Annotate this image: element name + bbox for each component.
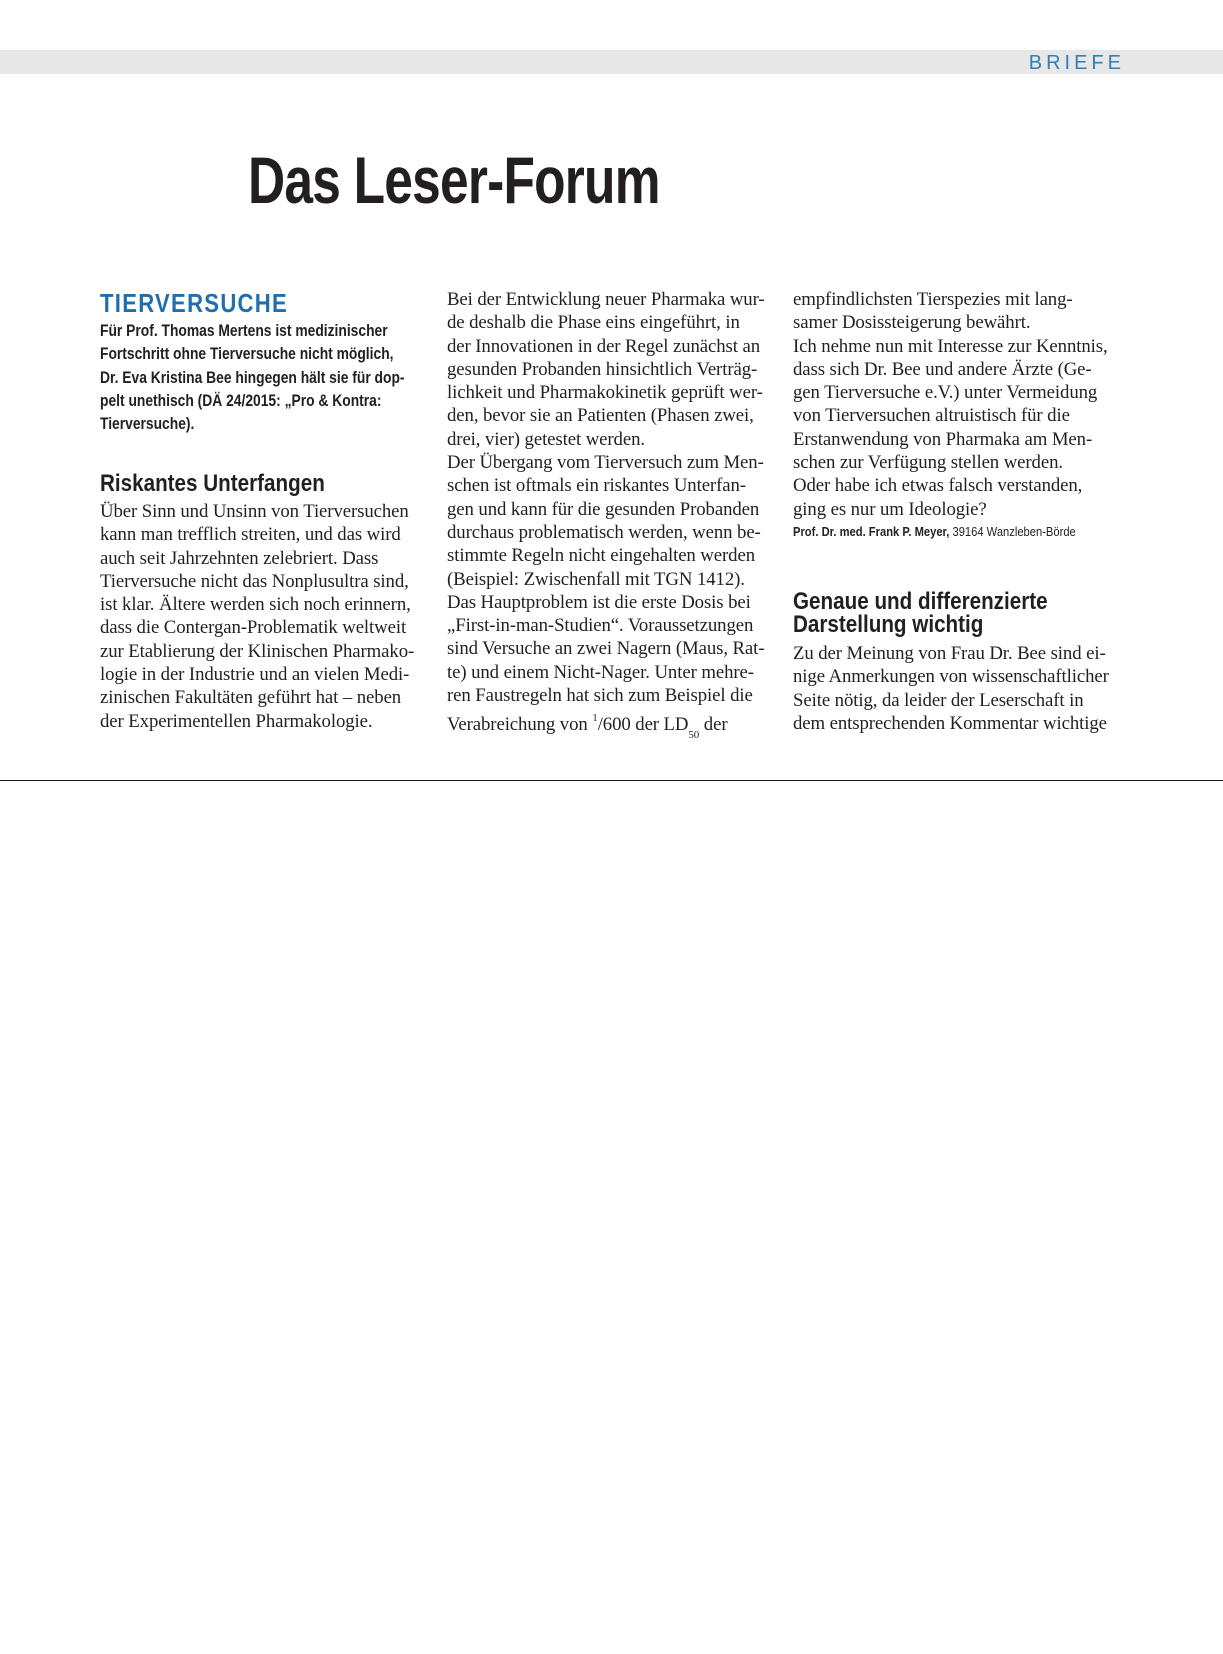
signature-name: Prof. Dr. med. Frank P. Meyer,	[793, 523, 950, 539]
body-line: samer Dosissteigerung bewährt.	[793, 312, 1031, 334]
body-line: sind Versuche an zwei Nagern (Maus, Rat-	[447, 638, 765, 660]
body-line: ren Faustregeln hat sich zum Beispiel die	[447, 685, 753, 707]
letter-title-line: Genaue und differenzierte	[793, 588, 1048, 615]
body-line: drei, vier) getestet werden.	[447, 428, 645, 450]
body-line: Zu der Meinung von Frau Dr. Bee sind ei-	[793, 643, 1106, 664]
letter-title-line: Darstellung wichtig	[793, 611, 984, 638]
body-line: Das Hauptproblem ist die erste Dosis bei	[447, 591, 751, 613]
body-line: durchaus problematisch werden, wenn be-	[447, 521, 761, 543]
body-line: auch seit Jahrzehnten zelebriert. Dass	[100, 547, 379, 569]
column-1	[100, 288, 425, 732]
body-line: Seite nötig, da leider der Leserschaft in	[793, 689, 1084, 711]
body-line: Der Übergang vom Tierversuch zum Men-	[447, 452, 764, 474]
body-line: (Beispiel: Zwischenfall mit TGN 1412).	[447, 568, 745, 590]
body-line: zinischen Fakultäten geführt hat – neben	[100, 687, 402, 709]
letter-body	[793, 288, 1123, 521]
body-line: gen und kann für die gesunden Probanden	[447, 498, 760, 520]
body-line: empfindlichsten Tierspezies mit lang-	[793, 289, 1073, 310]
body-line: te) und einem Nicht-Nager. Unter mehre-	[447, 661, 754, 683]
body-line: ging es nur um Ideologie?	[793, 498, 987, 520]
body-line: ist klar. Ältere werden sich noch erinnern,	[100, 594, 411, 616]
teaser-line: Für Prof. Thomas Mertens ist medizinischer	[100, 322, 388, 340]
body-line: logie in der Industrie und an vielen Medi-	[100, 664, 410, 686]
body-line: Ich nehme nun mit Interesse zur Kenntnis,	[793, 335, 1108, 357]
signature-place: 39164 Wanzleben-Börde	[949, 523, 1076, 539]
body-line: Bei der Entwicklung neuer Pharmaka wur-	[447, 289, 765, 310]
teaser-line: Tierversuche).	[100, 415, 195, 434]
dosage-text-middle: /600 der LD	[597, 714, 689, 736]
bottom-rule	[0, 780, 1223, 781]
letter-body	[100, 500, 414, 733]
section-label: BRIEFE	[1028, 52, 1125, 74]
body-line: Oder habe ich etwas falsch verstanden,	[793, 475, 1083, 497]
topic-teaser	[100, 320, 425, 436]
body-line: schen zur Verfügung stellen werden.	[793, 452, 1063, 474]
body-line: schen ist oftmals ein riskantes Unterfan-	[447, 475, 746, 497]
letter-signature	[793, 521, 1077, 543]
letter-title	[793, 590, 1094, 636]
body-line: der Experimentellen Pharmakologie.	[100, 710, 373, 732]
body-line: dem entsprechenden Kommentar wichtige	[793, 712, 1107, 734]
body-line: „First-in-man-Studien“. Voraussetzungen	[447, 615, 754, 637]
body-line: gesunden Probanden hinsichtlich Verträg-	[447, 358, 758, 380]
letter-title: Riskantes Unterfangen	[100, 470, 325, 497]
body-line: Tierversuche nicht das Nonplusultra sind,	[100, 570, 409, 592]
body-line: lichkeit und Pharmakokinetik geprüft wer-	[447, 382, 763, 404]
body-line: dass sich Dr. Bee und andere Ärzte (Ge-	[793, 358, 1092, 380]
dosage-text-after: der	[699, 714, 728, 736]
teaser-line: pelt unethisch (DÄ 24/2015: „Pro & Kontra:	[100, 391, 382, 410]
letter-body	[447, 288, 777, 748]
column-3	[793, 288, 1123, 734]
body-line: kann man trefflich streiten, und das wird	[100, 524, 401, 546]
column-2	[447, 288, 777, 748]
body-line: Über Sinn und Unsinn von Tierversuchen	[100, 501, 409, 522]
body-line: de deshalb die Phase eins eingeführt, in	[447, 312, 740, 334]
page-title: Das Leser-Forum	[248, 143, 660, 217]
dosage-text-before: Verabreichung von	[447, 714, 593, 736]
body-line: dass die Contergan-Problematik weltweit	[100, 617, 407, 639]
teaser-line: Dr. Eva Kristina Bee hingegen hält sie für dop-	[100, 368, 405, 387]
body-line: den, bevor sie an Patienten (Phasen zwei,	[447, 405, 754, 427]
ld-subscript: 50	[688, 729, 700, 742]
body-line: Erstanwendung von Pharmaka am Men-	[793, 428, 1093, 450]
topic-heading: TIERVERSUCHE	[100, 288, 289, 318]
body-line: gen Tierversuche e.V.) unter Vermeidung	[793, 382, 1098, 404]
body-line: der Innovationen in der Regel zunächst an	[447, 335, 760, 357]
fraction-numerator: 1	[592, 712, 598, 725]
body-line: nige Anmerkungen von wissenschaftlicher	[793, 666, 1109, 688]
body-line-dosage	[447, 707, 777, 747]
letter-body	[793, 642, 1109, 735]
teaser-line: Fortschritt ohne Tierversuche nicht möglich,	[100, 345, 394, 364]
body-line: zur Etablierung der Klinischen Pharmako-	[100, 640, 415, 662]
body-line: von Tierversuchen altruistisch für die	[793, 405, 1070, 427]
body-line: stimmte Regeln nicht eingehalten werden	[447, 545, 755, 567]
